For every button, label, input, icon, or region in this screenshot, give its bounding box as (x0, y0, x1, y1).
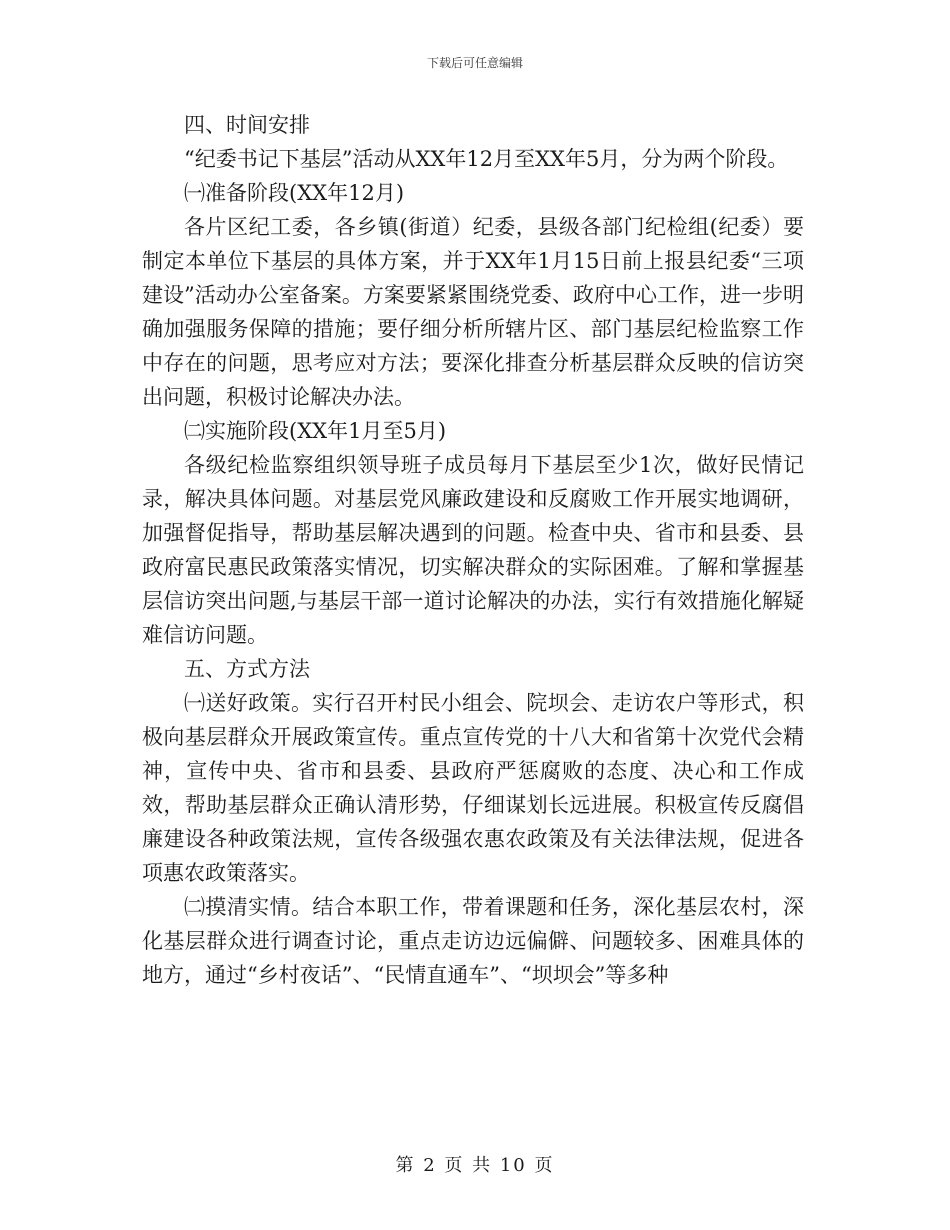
paragraph-deliver-policies: ㈠送好政策。实行召开村民小组会、院坝会、走访农户等形式，积极向基层群众开展政策宣传。重点宣传党的十八大和省第十次党代会精神，宣传中央、省市和县委、县政府严惩腐败的态度、决心和工作成效，帮助基层群众正确认清形势，仔细谋划长远进展。积极宣传反腐倡廉建设各种政策法规，宣传各级强农惠农政策及有关法律法规，促进各项惠农政策落实。 (142, 691, 804, 885)
page-number: 第 2 页 共 10 页 (395, 1155, 555, 1176)
subheading-preparation-stage: ㈠准备阶段(XX年12月) (184, 181, 405, 205)
paragraph-preparation-details: 各片区纪工委，各乡镇(街道）纪委，县级各部门纪检组(纪委）要制定本单位下基层的具体方案，并于XX年1月15日前上报县纪委“三项建设”活动办公室备案。方案要紧紧围绕党委、政府中心工作，进一步明确加强服务保障的措施；要仔细分析所辖片区、部门基层纪检监察工作中存在的问题，思考应对方法；要深化排查分析基层群众反映的信访突出问题，积极讨论解决办法。 (142, 215, 804, 409)
page-header-note: 下载后可任意编辑 (426, 56, 523, 70)
section-heading-schedule: 四、时间安排 (184, 113, 310, 137)
paragraph-activity-period: “纪委书记下基层”活动从XX年12月至XX年5月，分为两个阶段。 (184, 147, 789, 171)
document-body (142, 108, 804, 992)
paragraph-investigate-facts: ㈡摸清实情。结合本职工作，带着课题和任务，深化基层农村，深化基层群众进行调查讨论，重点走访边远偏僻、问题较多、困难具体的地方，通过“乡村夜话”、“民情直通车”、“坝坝会”等多种 (142, 895, 804, 987)
paragraph-implementation-details: 各级纪检监察组织领导班子成员每月下基层至少1次，做好民情记录，解决具体问题。对基层党风廉政建设和反腐败工作开展实地调研，加强督促指导，帮助基层解决遇到的问题。检查中央、省市和县委、县政府富民惠民政策落实情况，切实解决群众的实际困难。了解和掌握基层信访突出问题,与基层干部一道讨论解决的办法，实行有效措施化解疑难信访问题。 (142, 453, 804, 647)
section-heading-methods: 五、方式方法 (184, 657, 310, 681)
subheading-implementation-stage: ㈡实施阶段(XX年1月至5月) (184, 419, 447, 443)
